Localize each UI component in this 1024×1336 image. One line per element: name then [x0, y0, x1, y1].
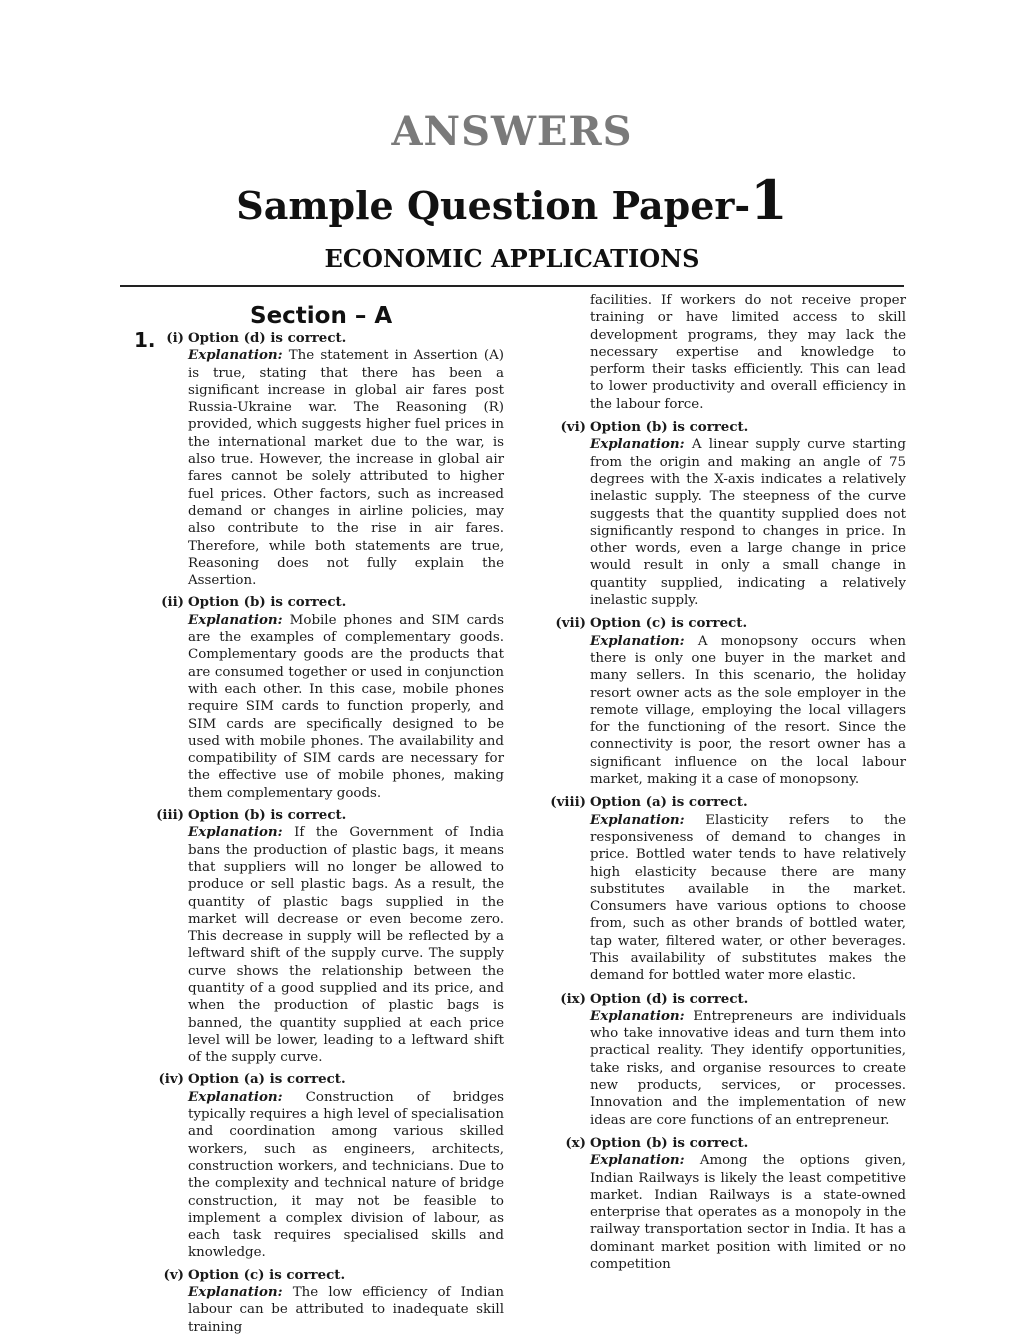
answer-option: Option (c) is correct.	[188, 1266, 346, 1283]
answer-vii	[516, 615, 906, 788]
answer-i	[120, 330, 504, 589]
answer-x	[516, 1135, 906, 1273]
explanation-label: Explanation:	[188, 1088, 283, 1105]
answer-explanation	[590, 1152, 906, 1273]
answer-v	[120, 1267, 504, 1336]
answer-roman: (v)	[163, 1266, 184, 1283]
answer-roman: (iii)	[156, 807, 184, 824]
answer-explanation	[188, 612, 504, 802]
explanation-label: Explanation:	[188, 1284, 283, 1301]
explanation-label: Explanation:	[590, 1007, 685, 1024]
explanation-text: The statement in Assertion (A) is true, stating that there has been a significant increase in global air fares post Russia-Ukraine war. The Reasoning (R) provided, which suggests higher fuel prices in the international market due to the war, is also true. However, the increase in global air fares cannot be solely attributed to higher fuel prices. Other factors, such as increased demand or changes in airline policies, may also contribute to the rise in air fares. Therefore, while both statements are true, Reasoning does not fully explain the Assertion.	[188, 348, 504, 589]
answer-explanation	[590, 633, 906, 789]
explanation-text: Among the options given, Indian Railways is likely the least competitive market. Indian Railways is a state-owned enterprise that operates as a monopoly in the railway transportation sector in India. It has a dominant market position with limited or no competition	[590, 1153, 906, 1273]
left-column	[120, 292, 504, 1336]
explanation-text: If the Government of India bans the production of plastic bags, it means that suppliers will no longer be allowed to produce or sell plastic bags. As a result, the quantity of plastic bags supplied in the market will decrease or even become zero. This decrease in supply will be reflected by a leftward shift of the supply curve. The supply curve shows the relationship between the quantity of a good supplied and its price, and when the production of plastic bags is banned, the quantity supplied at each price level will be lower, leading to a leftward shift of the supply curve.	[188, 825, 504, 1066]
explanation-text: Construction of bridges typically requires a high level of specialisation and coordination among various skilled workers, such as engineers, architects, construction workers, and technicians. Due to the complexity and technical nature of bridge construction, it may not be feasible to implement a complex division of labour, as each task requires specialised skills and knowledge.	[188, 1089, 504, 1261]
paper-title	[0, 168, 1024, 232]
explanation-text: Mobile phones and SIM cards are the examples of complementary goods. Complementary goods are the products that are consumed together or used in conjunction with each other. In this case, mobile phones require SIM cards to function properly, and SIM cards are specifically designed to be used with mobile phones. The availability and compatibility of SIM cards are necessary for the effective use of mobile phones, making them complementary goods.	[188, 612, 504, 801]
answer-option: Option (b) is correct.	[188, 594, 347, 611]
answer-roman: (viii)	[550, 794, 586, 811]
explanation-text: A linear supply curve starting from the origin and making an angle of 75 degrees with the X-axis indicates a relatively inelastic supply. The steepness of the curve suggests that the quantity supplied does not significantly respond to changes in price. In other words, even a large change in price would result in only a small change in quantity supplied, indicating a relatively inelastic supply.	[590, 437, 906, 609]
explanation-text: The low efficiency of Indian labour can be attributed to inadequate skill training	[188, 1285, 504, 1335]
explanation-label: Explanation:	[188, 824, 283, 841]
explanation-text: Elasticity refers to the responsiveness of demand to changes in price. Bottled water tends to have relatively high elasticity because there are many substitutes available in the market. Consumers have various options to choose from, such as other brands of bottled water, tap water, filtered water, or other beverages. This availability of substitutes makes the demand for bottled water more elastic.	[590, 812, 906, 984]
answer-option: Option (b) is correct.	[590, 419, 749, 436]
answer-ii	[120, 594, 504, 802]
answer-explanation	[590, 436, 906, 609]
subject-title: ECONOMIC APPLICATIONS	[324, 244, 700, 273]
answer-explanation	[188, 1089, 504, 1262]
answer-option: Option (a) is correct.	[590, 794, 748, 811]
paper-number: 1	[750, 168, 788, 232]
paper-title-text: Sample Question Paper-	[236, 183, 751, 228]
answer-option: Option (b) is correct.	[590, 1134, 749, 1151]
answer-iv	[120, 1071, 504, 1261]
answer-option: Option (b) is correct.	[188, 807, 347, 824]
continued-explanation: facilities. If workers do not receive proper training or have limited access to skill development programs, they may lack the necessary expertise and knowledge to perform their tasks efficiently. This can lead to lower productivity and overall efficiency in the labour force.	[590, 293, 906, 412]
answer-iii	[120, 807, 504, 1066]
explanation-text: A monopsony occurs when there is only one buyer in the market and many sellers. In this scenario, the holiday resort owner acts as the sole employer in the remote village, employing the local villagers for the functioning of the resort. Since the connectivity is poor, the resort owner has a significant influence on the local labour market, making it a case of monopsony.	[590, 633, 906, 788]
answer-ix	[516, 991, 906, 1129]
answer-viii	[516, 794, 906, 984]
answer-roman: (iv)	[158, 1071, 184, 1088]
answer-option: Option (c) is correct.	[590, 615, 748, 632]
question-1	[120, 330, 504, 1336]
answer-vi	[516, 419, 906, 609]
explanation-label: Explanation:	[590, 632, 685, 649]
right-column	[516, 292, 906, 1273]
answer-roman: (ix)	[560, 990, 586, 1007]
explanation-label: Explanation:	[590, 436, 685, 453]
answer-explanation	[188, 1284, 504, 1336]
explanation-text: Entrepreneurs are individuals who take innovative ideas and turn them into practical reality. They identify opportunities, take risks, and organise resources to create new products, services, or processes. Innovation and the implementation of new ideas are core functions of an entrepreneur.	[590, 1008, 906, 1128]
header-rule	[120, 285, 904, 287]
explanation-label: Explanation:	[590, 811, 685, 828]
answers-heading: ANSWERS	[391, 108, 633, 155]
section-heading: Section – A	[250, 303, 393, 329]
answer-explanation	[188, 347, 504, 589]
answer-roman: (x)	[565, 1134, 586, 1151]
answer-roman: (i)	[166, 330, 184, 346]
answer-explanation	[590, 1008, 906, 1129]
explanation-label: Explanation:	[188, 347, 283, 364]
answer-roman: (ii)	[161, 594, 184, 611]
answer-option: Option (d) is correct.	[590, 990, 749, 1007]
answer-roman: (vii)	[555, 615, 586, 632]
answer-explanation	[590, 812, 906, 985]
explanation-label: Explanation:	[188, 611, 283, 628]
answer-explanation	[188, 824, 504, 1066]
explanation-label: Explanation:	[590, 1152, 685, 1169]
answer-option: Option (d) is correct.	[188, 330, 347, 346]
answer-option: Option (a) is correct.	[188, 1071, 346, 1088]
answer-roman: (vi)	[560, 419, 586, 436]
question-number: 1.	[134, 328, 156, 352]
